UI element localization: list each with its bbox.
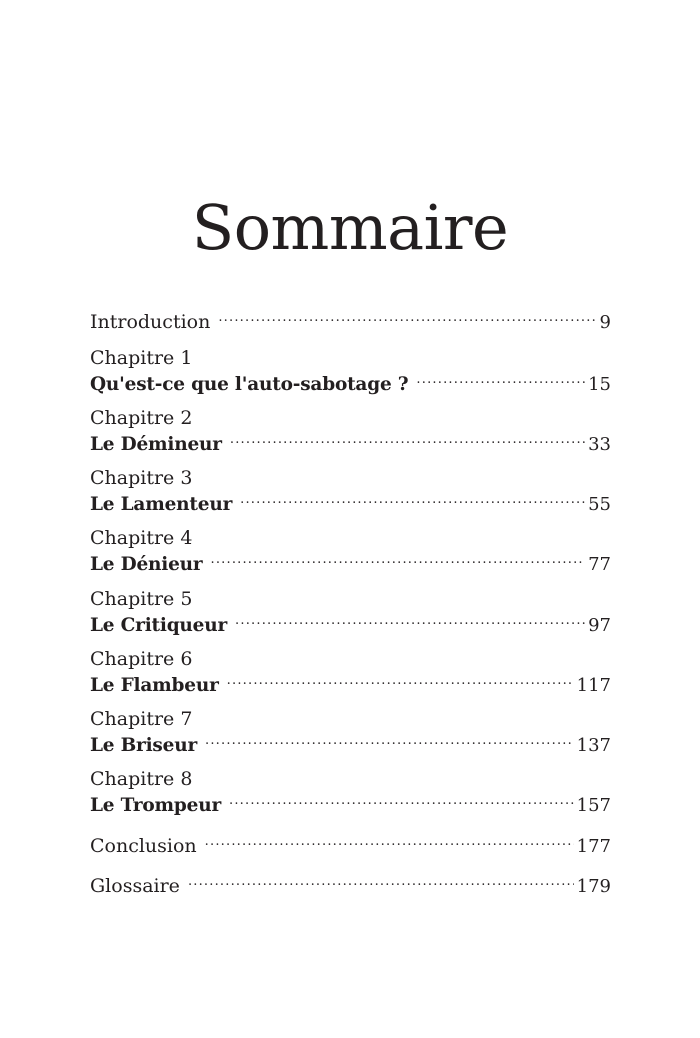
- dot-leader: [227, 670, 574, 691]
- dot-leader: [230, 429, 585, 450]
- chapter-number: Chapitre 5: [90, 588, 193, 610]
- toc-entry-page: 179: [576, 876, 611, 897]
- chapter-number: Chapitre 8: [90, 768, 193, 790]
- toc-entry-label: Le Dénieur: [90, 554, 203, 575]
- toc-entry-label: Le Critiqueur: [90, 615, 228, 636]
- toc-entry-label: Le Démineur: [90, 434, 222, 455]
- dot-leader: [205, 730, 574, 751]
- toc-entry-page: 177: [576, 836, 611, 857]
- toc-entry-label: Le Lamenteur: [90, 494, 233, 515]
- toc-entry-label: Le Trompeur: [90, 795, 222, 816]
- toc-entry-chapter-8[interactable]: [90, 769, 611, 816]
- dot-leader: [229, 790, 574, 811]
- toc-entry-chapter-1[interactable]: [90, 348, 611, 395]
- dot-leader: [235, 610, 585, 631]
- toc-entry-page: 77: [588, 554, 611, 575]
- toc-entry-label: Le Flambeur: [90, 675, 219, 696]
- toc-entry-page: 97: [588, 615, 611, 636]
- toc-entry-label: Introduction: [90, 311, 211, 333]
- chapter-number: Chapitre 7: [90, 708, 193, 730]
- toc-entry-label: Qu'est-ce que l'auto-sabotage ?: [90, 374, 409, 395]
- dot-leader: [210, 549, 585, 570]
- dot-leader: [416, 369, 585, 390]
- dot-leader: [188, 871, 574, 892]
- toc-entry-glossaire[interactable]: [90, 871, 611, 897]
- toc-entry-page: 9: [599, 312, 611, 333]
- chapter-number: Chapitre 2: [90, 407, 193, 429]
- chapter-number: Chapitre 3: [90, 467, 193, 489]
- chapter-number: Chapitre 1: [90, 347, 193, 369]
- toc-entry-page: 137: [576, 735, 611, 756]
- chapter-number: Chapitre 6: [90, 648, 193, 670]
- dot-leader: [218, 307, 596, 328]
- toc-entry-label: Glossaire: [90, 875, 180, 897]
- toc-entry-page: 33: [588, 434, 611, 455]
- dot-leader: [205, 831, 574, 852]
- toc-entry-conclusion[interactable]: [90, 831, 611, 857]
- toc-entry-page: 55: [588, 494, 611, 515]
- toc-entry-page: 157: [576, 795, 611, 816]
- toc-entry-introduction[interactable]: [90, 307, 611, 333]
- toc-entry-chapter-7[interactable]: [90, 709, 611, 756]
- toc-entry-chapter-2[interactable]: [90, 408, 611, 455]
- toc-entry-chapter-4[interactable]: [90, 528, 611, 575]
- toc-entry-page: 117: [576, 675, 611, 696]
- page-title: Sommaire: [191, 191, 509, 264]
- toc-entry-chapter-5[interactable]: [90, 589, 611, 636]
- toc-entry-label: Conclusion: [90, 835, 197, 857]
- toc-entry-label: Le Briseur: [90, 735, 198, 756]
- dot-leader: [240, 489, 585, 510]
- chapter-number: Chapitre 4: [90, 527, 193, 549]
- toc-entry-chapter-6[interactable]: [90, 649, 611, 696]
- toc-entry-chapter-3[interactable]: [90, 468, 611, 515]
- toc-entry-page: 15: [588, 374, 611, 395]
